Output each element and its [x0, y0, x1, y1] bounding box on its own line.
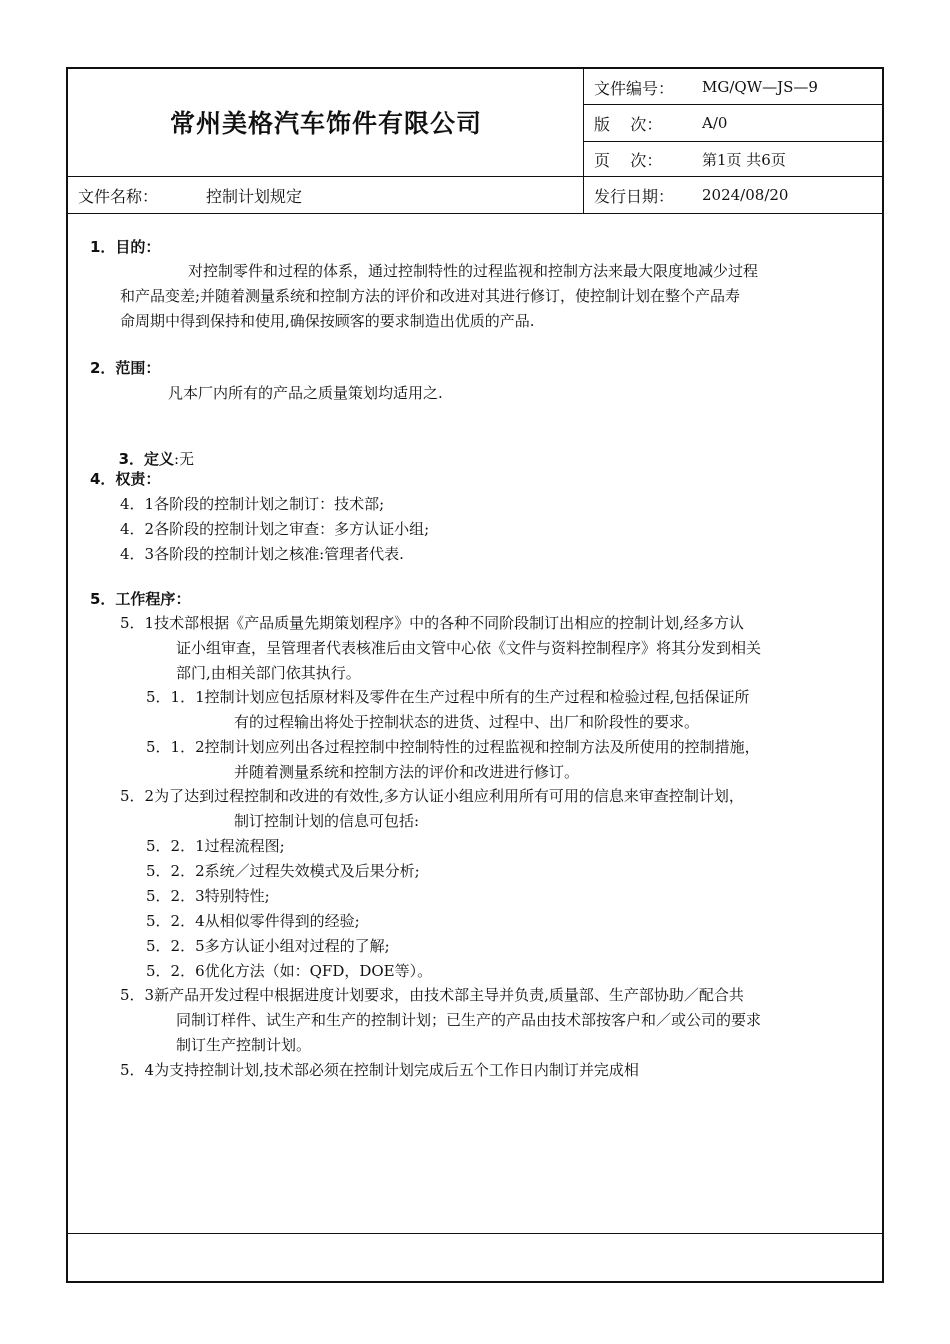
- file-name-label: 文件名称：: [78, 186, 159, 206]
- page-row: [584, 141, 884, 177]
- section-1-text: 和产品变差;并随着测量系统和控制方法的评价和改进对其进行修订，使控制计划在整个产品寿: [120, 287, 741, 305]
- section-1-title: 1．目的：: [90, 238, 161, 256]
- section-5-item: 5．2．3特别特性;: [146, 887, 270, 905]
- section-5-item: 5．2．1过程流程图;: [146, 837, 285, 855]
- file-name-row: [68, 177, 584, 213]
- section-4-title: 4．权责：: [90, 470, 161, 488]
- document-frame: [66, 67, 884, 1283]
- header-divider-2: [68, 213, 882, 214]
- section-1-text: 命周期中得到保持和使用,确保按顾客的要求制造出优质的产品.: [120, 312, 535, 330]
- doc-number-value: MG/QW—JS—9: [702, 78, 818, 96]
- issue-date-value: 2024/08/20: [702, 186, 789, 204]
- version-label: 版 次：: [594, 114, 663, 134]
- section-5-text: 5．3新产品开发过程中根据进度计划要求，由技术部主导并负责,质量部、生产部协助／配合共: [120, 986, 744, 1004]
- section-5-text: 5．4为支持控制计划,技术部必须在控制计划完成后五个工作日内制订并完成相: [120, 1061, 639, 1079]
- page-value: 第1页 共6页: [702, 150, 786, 169]
- file-name-value: 控制计划规定: [206, 186, 303, 206]
- version-row: [584, 105, 884, 141]
- section-5-item: 5．2．5多方认证小组对过程的了解;: [146, 937, 390, 955]
- doc-number-row: [584, 69, 884, 105]
- section-5-text: 制订生产控制计划。: [176, 1036, 312, 1054]
- issue-date-row: [584, 177, 884, 213]
- section-5-text: 部门,由相关部门依其执行。: [176, 664, 361, 682]
- section-5-item: 5．2．4从相似零件得到的经验;: [146, 912, 360, 930]
- section-2-text: 凡本厂内所有的产品之质量策划均适用之.: [168, 384, 443, 402]
- section-5-text: 5．1．1控制计划应包括原材料及零件在生产过程中所有的生产过程和检验过程,包括保证所: [146, 688, 750, 706]
- footer-divider: [68, 1233, 882, 1234]
- section-5-text: 5．1．2控制计划应列出各过程控制中控制特性的过程监视和控制方法及所使用的控制措施，: [146, 738, 760, 756]
- page-label: 页 次：: [594, 150, 663, 170]
- section-5-text: 有的过程输出将处于控制状态的进货、过程中、出厂和阶段性的要求。: [234, 713, 700, 731]
- section-5-text: 证小组审查，呈管理者代表核准后由文管中心依《文件与资料控制程序》将其分发到相关: [176, 639, 762, 657]
- section-1-text: 对控制零件和过程的体系，通过控制特性的过程监视和控制方法来最大限度地减少过程: [188, 262, 759, 280]
- section-2-title: 2．范围：: [90, 359, 161, 377]
- section-3-title: 3．定义: [118, 450, 175, 468]
- section-4-item: 4．3各阶段的控制计划之核准:管理者代表.: [120, 545, 404, 563]
- doc-number-label: 文件编号：: [594, 78, 675, 98]
- section-5-text: 5．2为了达到过程控制和改进的有效性,多方认证小组应利用所有可用的信息来审查控制计划，: [120, 787, 744, 805]
- section-4-item: 4．1各阶段的控制计划之制订：技术部;: [120, 495, 385, 513]
- section-5-text: 并随着测量系统和控制方法的评价和改进进行修订。: [234, 763, 580, 781]
- section-5-item: 5．2．6优化方法（如：QFD，DOE等）。: [146, 962, 433, 980]
- issue-date-label: 发行日期：: [594, 186, 675, 206]
- section-3-text: :无: [174, 450, 195, 468]
- company-name: 常州美格汽车饰件有限公司: [169, 109, 482, 138]
- section-4-item: 4．2各阶段的控制计划之审查：多方认证小组;: [120, 520, 430, 538]
- section-5-item: 5．2．2系统／过程失效模式及后果分析;: [146, 862, 420, 880]
- section-5-text: 制订控制计划的信息可包括:: [234, 812, 420, 830]
- section-5-text: 同制订样件、试生产和生产的控制计划；已生产的产品由技术部按客户和／或公司的要求: [176, 1011, 762, 1029]
- section-5-text: 5．1技术部根据《产品质量先期策划程序》中的各种不同阶段制订出相应的控制计划,经多方认: [120, 614, 744, 632]
- section-5-title: 5．工作程序：: [90, 590, 191, 608]
- version-value: A/0: [702, 114, 728, 132]
